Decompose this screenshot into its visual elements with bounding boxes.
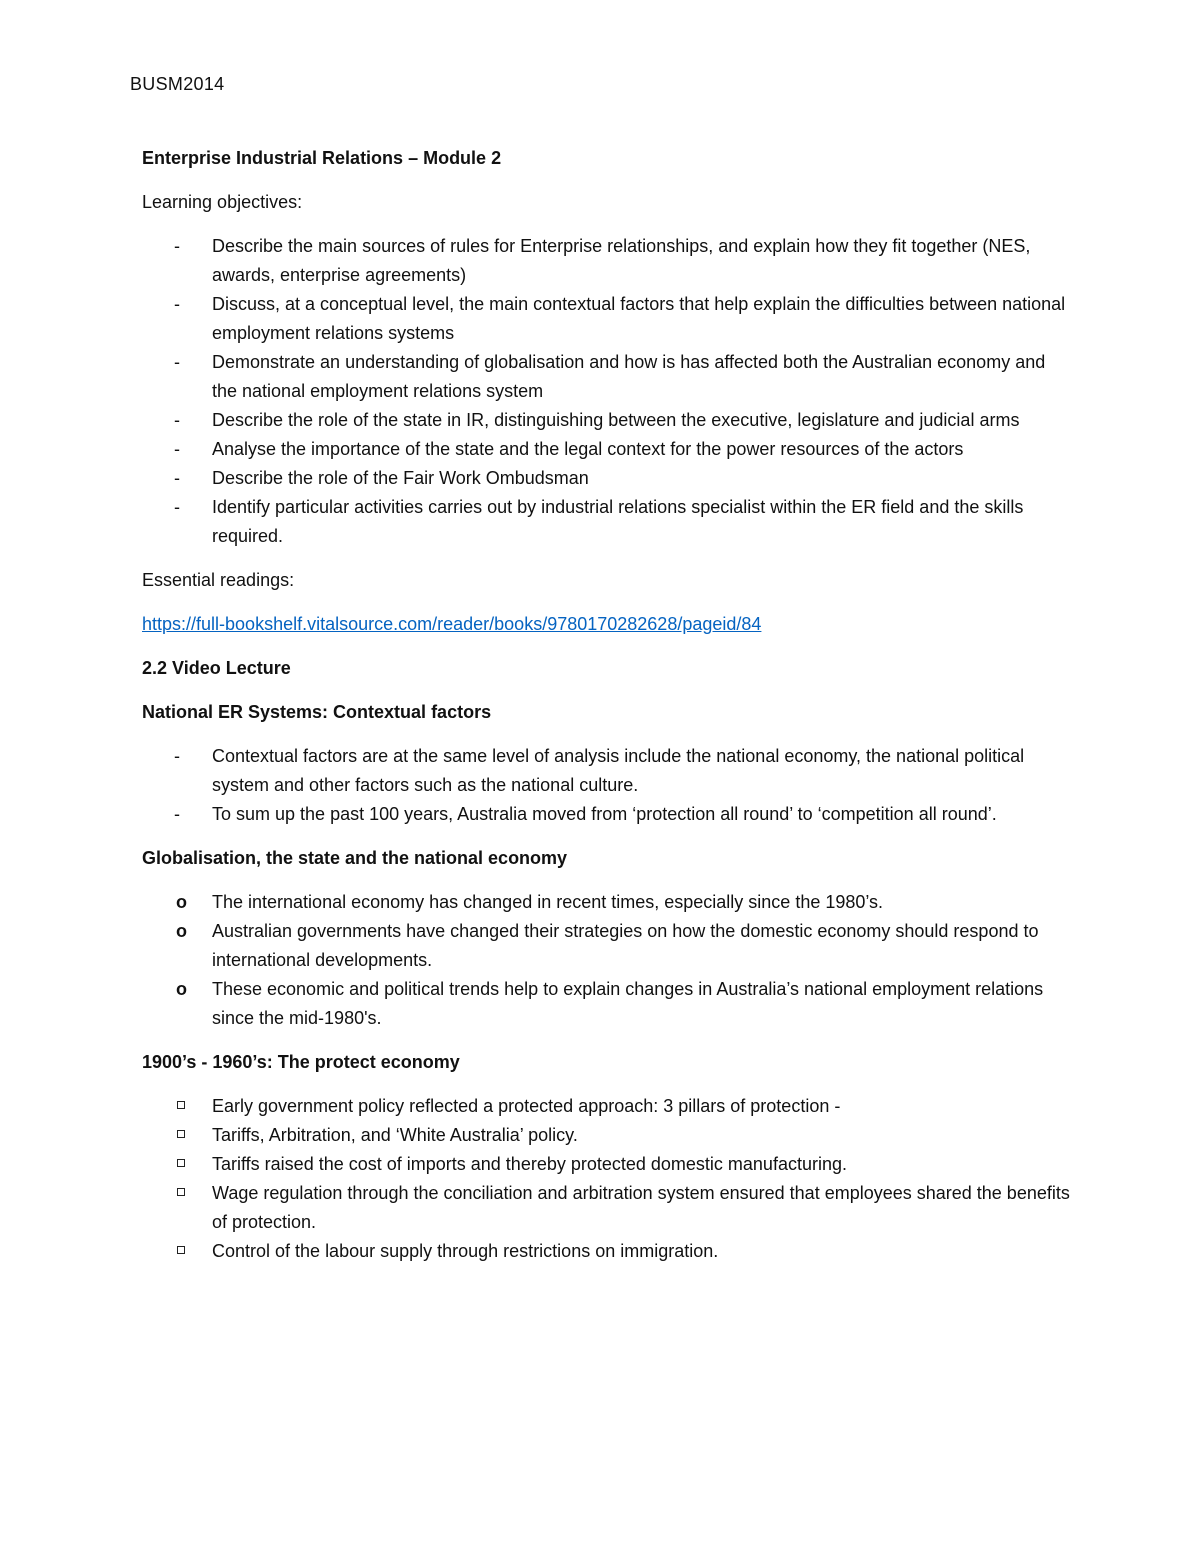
list-item	[142, 348, 1072, 406]
contextual-factors-list	[142, 742, 1072, 829]
square-bullet-icon	[177, 1130, 185, 1138]
list-item	[142, 464, 1072, 493]
list-item-text: Tariffs, Arbitration, and ‘White Australia’ policy.	[212, 1125, 578, 1145]
objectives-label: Learning objectives:	[142, 192, 303, 212]
square-bullet-icon	[177, 1246, 185, 1254]
dash-marker: -	[174, 294, 180, 314]
document-body	[142, 144, 1072, 1281]
square-bullet-icon	[177, 1188, 185, 1196]
list-item	[142, 1092, 1072, 1121]
list-item	[142, 1121, 1072, 1150]
dash-marker: -	[174, 468, 180, 488]
list-item-text: Wage regulation through the conciliation and arbitration system ensured that employees shared the benefits of protection.	[212, 1183, 1070, 1232]
section-heading-contextual-factors: National ER Systems: Contextual factors	[142, 702, 492, 722]
list-item-text: Describe the main sources of rules for Enterprise relationships, and explain how they fit together (NES, awards, enterprise agreements)	[212, 236, 1031, 285]
list-item-text: The international economy has changed in recent times, especially since the 1980’s.	[212, 892, 884, 912]
list-item	[142, 406, 1072, 435]
page-header-course-code: BUSM2014	[130, 74, 225, 94]
dash-marker: -	[174, 352, 180, 372]
list-item-text: Australian governments have changed their strategies on how the domestic economy should respond to international developments.	[212, 921, 1039, 970]
dash-marker: -	[174, 439, 180, 459]
section-heading-protect-economy: 1900’s - 1960’s: The protect economy	[142, 1052, 460, 1072]
dash-marker: -	[174, 804, 180, 824]
list-item-text: Early government policy reflected a protected approach: 3 pillars of protection -	[212, 1096, 841, 1116]
circle-bullet-icon: o	[176, 921, 187, 941]
list-item	[142, 975, 1072, 1033]
list-item-text: Identify particular activities carries out by industrial relations specialist within the ER field and the skills required.	[212, 497, 1024, 546]
list-item-text: Describe the role of the state in IR, distinguishing between the executive, legislature and judicial arms	[212, 410, 1020, 430]
list-item-text: Control of the labour supply through restrictions on immigration.	[212, 1241, 719, 1261]
section-heading-globalisation: Globalisation, the state and the national economy	[142, 848, 568, 868]
video-lecture-heading: 2.2 Video Lecture	[142, 658, 291, 678]
dash-marker: -	[174, 410, 180, 430]
list-item-text: Contextual factors are at the same level of analysis include the national economy, the national political system and other factors such as the national culture.	[212, 746, 1025, 795]
essential-reading-link[interactable]: https://full-bookshelf.vitalsource.com/reader/books/9780170282628/pageid/84	[142, 614, 762, 634]
objectives-list	[142, 232, 1072, 551]
readings-link-paragraph	[142, 610, 1072, 639]
list-item	[142, 493, 1072, 551]
dash-marker: -	[174, 497, 180, 517]
square-bullet-icon	[177, 1159, 185, 1167]
list-item	[142, 435, 1072, 464]
list-item	[142, 290, 1072, 348]
list-item-text: Discuss, at a conceptual level, the main contextual factors that help explain the difficulties between national employment relations systems	[212, 294, 1066, 343]
list-item-text: Analyse the importance of the state and the legal context for the power resources of the actors	[212, 439, 964, 459]
dash-marker: -	[174, 236, 180, 256]
list-item-text: Demonstrate an understanding of globalisation and how is has affected both the Australian economy and the national employment relations system	[212, 352, 1046, 401]
list-item	[142, 1150, 1072, 1179]
globalisation-list	[142, 888, 1072, 1033]
list-item	[142, 917, 1072, 975]
list-item	[142, 1179, 1072, 1237]
circle-bullet-icon: o	[176, 979, 187, 999]
list-item-text: These economic and political trends help to explain changes in Australia’s national employment relations since the mid-1980's.	[212, 979, 1044, 1028]
list-item	[142, 888, 1072, 917]
document-title: Enterprise Industrial Relations – Module 2	[142, 148, 502, 168]
readings-label: Essential readings:	[142, 570, 295, 590]
list-item-text: To sum up the past 100 years, Australia moved from ‘protection all round’ to ‘competition all round’.	[212, 804, 997, 824]
protect-economy-list	[142, 1092, 1072, 1266]
dash-marker: -	[174, 746, 180, 766]
list-item	[142, 232, 1072, 290]
list-item	[142, 800, 1072, 829]
circle-bullet-icon: o	[176, 892, 187, 912]
list-item-text: Describe the role of the Fair Work Ombudsman	[212, 468, 589, 488]
list-item	[142, 1237, 1072, 1266]
list-item	[142, 742, 1072, 800]
square-bullet-icon	[177, 1101, 185, 1109]
list-item-text: Tariffs raised the cost of imports and thereby protected domestic manufacturing.	[212, 1154, 847, 1174]
